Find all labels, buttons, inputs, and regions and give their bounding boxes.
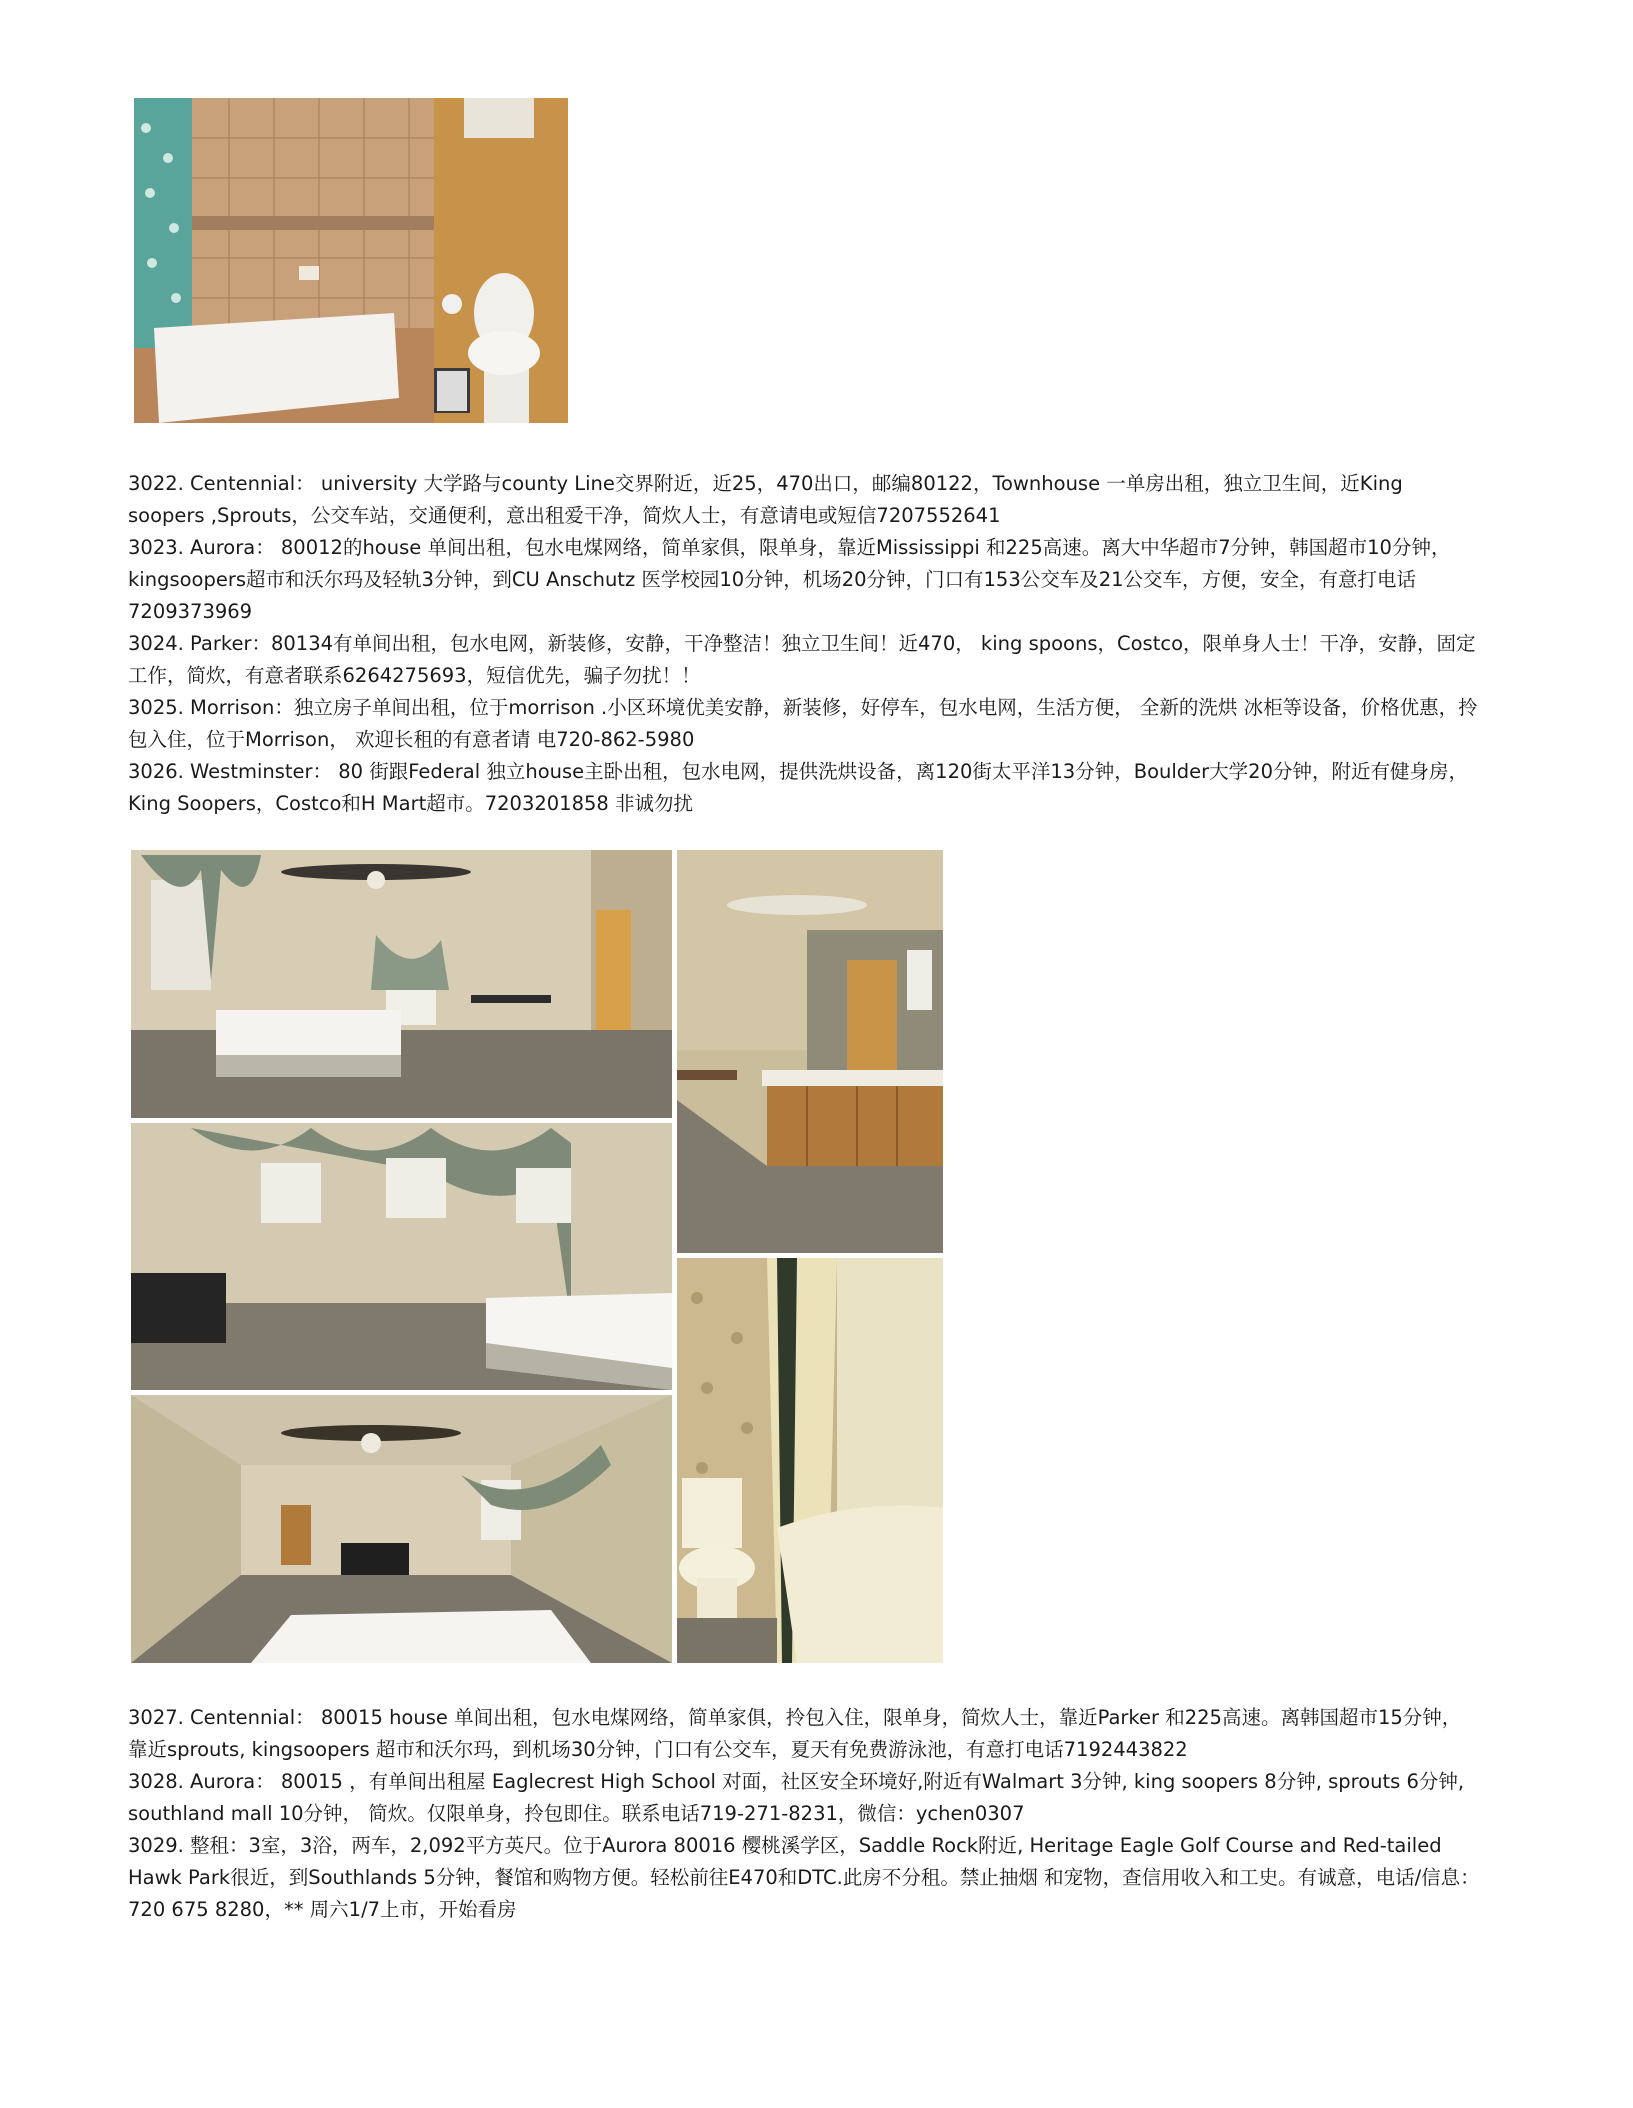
listing-3027: 3027. Centennial： 80015 house 单间出租，包水电煤网络，简单家俱，拎包入住，限单身，简炊人士，靠近Parker 和225高速。离韩国超市15分钟，靠近sprouts, kingsoopers 超市和沃尔玛，到机场30分钟，门口有公交车，夏天有免费游泳池，有意打电话7192443822	[128, 1706, 1462, 1761]
listing-3025: 3025. Morrison：独立房子单间出租，位于morrison .小区环境优美安静，新装修，好停车，包水电网，生活方便， 全新的洗烘 冰柜等设备，价格优惠，拎包入住，位于Morrison， 欢迎长租的有意者请 电720-862-5980	[128, 696, 1478, 751]
listing-3026: 3026. Westminster： 80 街跟Federal 独立house主卧出租，包水电网，提供洗烘设备，离120街太平洋13分钟，Boulder大学20分钟，附近有健身房，King Soopers，Costco和H Mart超市。7203201858 非诚勿扰	[128, 760, 1468, 815]
bathroom-photo-2	[677, 850, 943, 1253]
listing-3029: 3029. 整租：3室，3浴，两车，2,092平方英尺。位于Aurora 80016 樱桃溪学区，Saddle Rock附近, Heritage Eagle Golf Course and Red-tailed Hawk Park很近，到Southlands 5分钟，餐馆和购物方便。轻松前往E470和DTC.此房不分租。禁止抽烟 和宠物，查信用收入和工史。有诚意，电话/信息：720 675 8280，** 周六1/7上市，开始看房	[128, 1834, 1480, 1921]
listings-block-a	[128, 468, 1480, 820]
listing-3028: 3028. Aurora： 80015 ，有单间出租屋 Eaglecrest High School 对面，社区安全环境好,附近有Walmart 3分钟, king soopers 8分钟, sprouts 6分钟, southland mall 10分钟， 简炊。仅限单身，拎包即住。联系电话719-271-8231，微信：ychen0307	[128, 1770, 1465, 1825]
bathroom-photo-1	[134, 98, 568, 423]
bedroom-photo-2	[131, 1123, 672, 1390]
listing-3022: 3022. Centennial： university 大学路与county Line交界附近，近25，470出口，邮编80122，Townhouse 一单房出租，独立卫生间，近King soopers ,Sprouts，公交车站，交通便利，意出租爱干净，简炊人士，有意请电或短信7207552641	[128, 472, 1403, 527]
bedroom-photo-1	[131, 850, 672, 1118]
listings-block-b	[128, 1702, 1480, 1926]
bathroom-photo-3	[677, 1258, 943, 1663]
listing-3024: 3024. Parker：80134有单间出租，包水电网，新装修，安静，干净整洁！独立卫生间！近470， king spoons，Costco，限单身人士！干净，安静，固定工作，简炊，有意者联系6264275693，短信优先，骗子勿扰！！	[128, 632, 1476, 687]
listing-3023: 3023. Aurora： 80012的house 单间出租，包水电煤网络，简单家俱，限单身，靠近Mississippi 和225高速。离大中华超市7分钟，韩国超市10分钟，kingsoopers超市和沃尔玛及轻轨3分钟，到CU Anschutz 医学校园10分钟，机场20分钟，门口有153公交车及21公交车，方便，安全，有意打电话7209373969	[128, 536, 1451, 623]
bedroom-photo-3	[131, 1395, 672, 1663]
